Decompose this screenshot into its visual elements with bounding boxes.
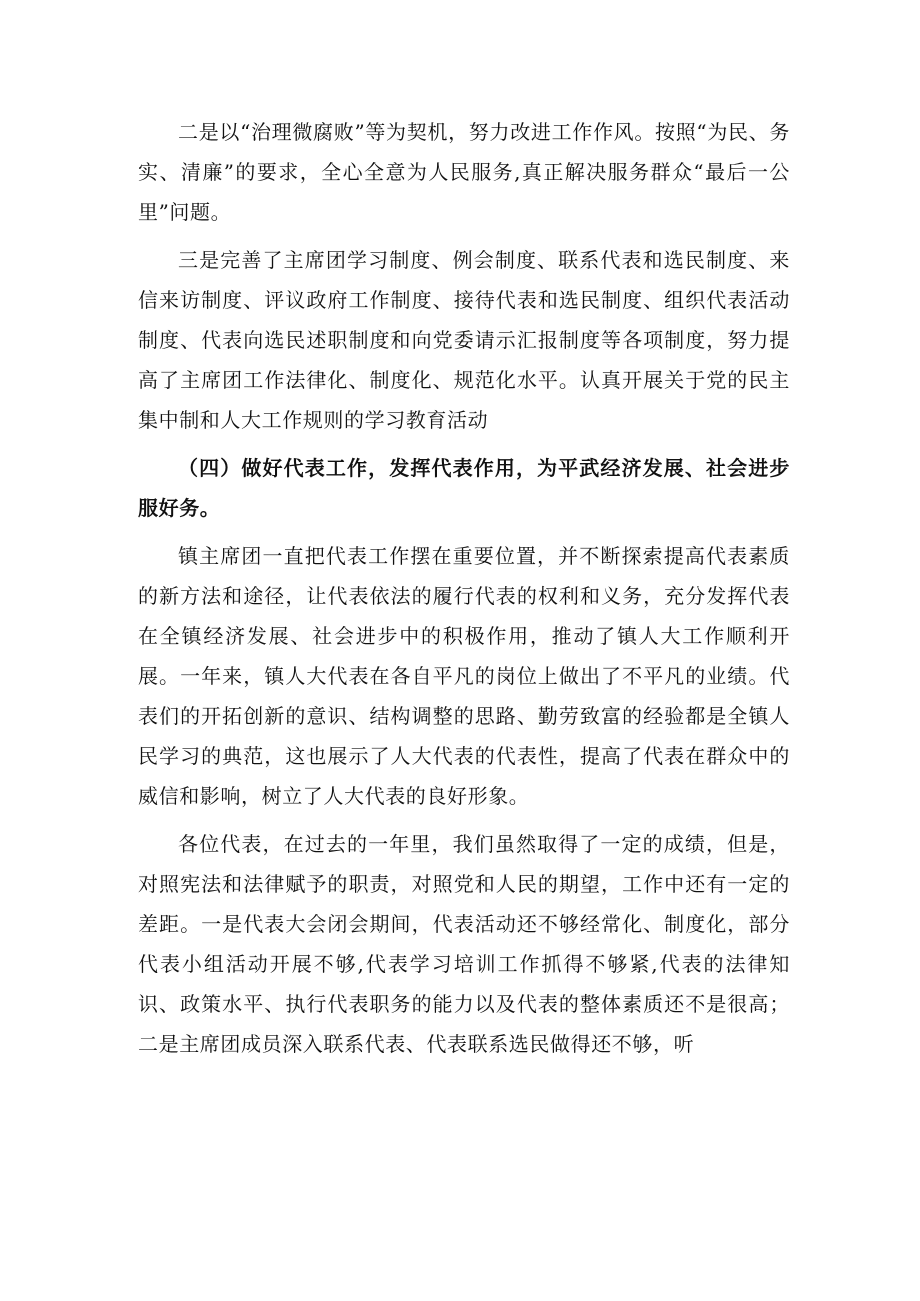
paragraph-work-style: 二是以“治理微腐败”等为契机，努力改进工作作风。按照“为民、务实、清廉”的要求，全心全意为人民服务,真正解决服务群众“最后一公里”问题。 xyxy=(138,120,790,224)
document-body xyxy=(138,112,790,1064)
section-heading-representative-work: （四）做好代表工作，发挥代表作用，为平武经济发展、社会进步服好务。 xyxy=(138,456,790,520)
paragraph-systems: 三是完善了主席团学习制度、例会制度、联系代表和选民制度、来信来访制度、评议政府工作制度、接待代表和选民制度、组织代表活动制度、代表向选民述职制度和向党委请示汇报制度等各项制度，努力提高了主席团工作法律化、制度化、规范化水平。认真开展关于党的民主集中制和人大工作规则的学习教育活动 xyxy=(138,248,790,432)
paragraph-representative-role: 镇主席团一直把代表工作摆在重要位置，并不断探索提高代表素质的新方法和途径，让代表依法的履行代表的权利和义务，充分发挥代表在全镇经济发展、社会进步中的积极作用，推动了镇人大工作顺利开展。一年来，镇人大代表在各自平凡的岗位上做出了不平凡的业绩。代表们的开拓创新的意识、结构调整的思路、勤劳致富的经验都是全镇人民学习的典范，这也展示了人大代表的代表性，提高了代表在群众中的威信和影响，树立了人大代表的良好形象。 xyxy=(138,544,790,808)
paragraph-shortcomings: 各位代表，在过去的一年里，我们虽然取得了一定的成绩，但是，对照宪法和法律赋予的职责，对照党和人民的期望，工作中还有一定的差距。一是代表大会闭会期间，代表活动还不够经常化、制度化，部分代表小组活动开展不够,代表学习培训工作抓得不够紧,代表的法律知识、政策水平、执行代表职务的能力以及代表的整体素质还不是很高；二是主席团成员深入联系代表、代表联系选民做得还不够，听 xyxy=(138,832,790,1056)
